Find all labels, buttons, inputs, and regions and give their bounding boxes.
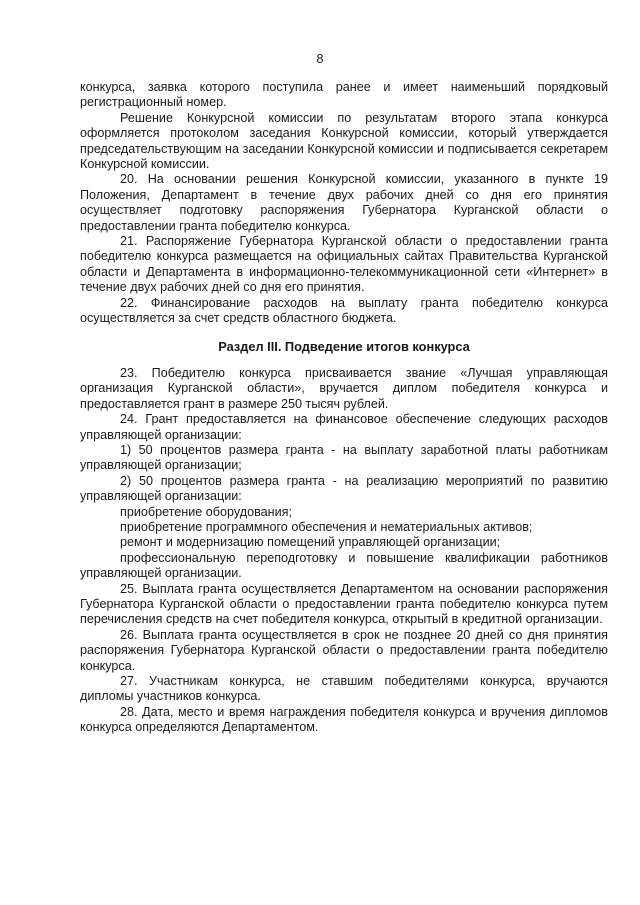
paragraph-22: 22. Финансирование расходов на выплату гранта победителю конкурса осуществляется за счет средств областного бюджета. bbox=[80, 295, 608, 326]
paragraph-26: 26. Выплата гранта осуществляется в срок не позднее 20 дней со дня принятия распоряжения Губернатора Курганской области о предоставлении гранта победителю конкурса. bbox=[80, 627, 608, 673]
paragraph-continuation: конкурса, заявка которого поступила ранее и имеет наименьший порядковый регистрационный номер. bbox=[80, 80, 608, 110]
paragraph-21: 21. Распоряжение Губернатора Курганской области о предоставлении гранта победителю конкурса размещается на официальных сайтах Правительства Курганской области и Департамента в информационно-телекоммуникационной сети «Интернет» в течение двух рабочих дней со дня его принятия. bbox=[80, 234, 608, 295]
sub-item-software: приобретение программного обеспечения и нематериальных активов; bbox=[120, 519, 533, 534]
paragraph-27: 27. Участникам конкурса, не ставшим победителями конкурса, вручаются дипломы участников конкурса. bbox=[80, 674, 608, 704]
section-heading: Раздел III. Подведение итогов конкурса bbox=[218, 338, 470, 354]
paragraph-25: 25. Выплата гранта осуществляется Департаментом на основании распоряжения Губернатора Курганской области о предоставлении гранта победителю конкурса путем перечисления средств на счет победителя конкурса, открытый в кредитной организации. bbox=[80, 581, 608, 627]
sub-item-equipment: приобретение оборудования; bbox=[120, 504, 292, 519]
paragraph-20: 20. На основании решения Конкурсной комиссии, указанного в пункте 19 Положения, Департамент в течение двух рабочих дней со дня его принятия осуществляет подготовку распоряжения Губернатора Курганской области о предоставлении гранта победителю конкурса. bbox=[80, 172, 608, 233]
paragraph-23: 23. Победителю конкурса присваивается звание «Лучшая управляющая организация Курганской области», вручается диплом победителя конкурса и предоставляется грант в размере 250 тысяч рублей. bbox=[80, 365, 608, 411]
page-number: 8 bbox=[316, 52, 324, 66]
paragraph-24: 24. Грант предоставляется на финансовое обеспечение следующих расходов управляющей организации: bbox=[80, 412, 608, 442]
paragraph-28: 28. Дата, место и время награждения победителя конкурса и вручения дипломов конкурса определяются Департаментом. bbox=[80, 704, 608, 735]
paragraph-decision: Решение Конкурсной комиссии по результатам второго этапа конкурса оформляется протоколом заседания Конкурсной комиссии, который утверждается председательствующим на заседании Конкурсной комиссии и подписывается секретарем Конкурсной комиссии. bbox=[80, 110, 608, 172]
list-item-2: 2) 50 процентов размера гранта - на реализацию мероприятий по развитию управляющей организации: bbox=[80, 473, 608, 504]
document-body bbox=[80, 80, 608, 736]
sub-item-renovation: ремонт и модернизацию помещений управляющей организации; bbox=[120, 535, 501, 550]
list-item-1: 1) 50 процентов размера гранта - на выплату заработной платы работникам управляющей организации; bbox=[80, 442, 608, 473]
sub-item-training: профессиональную переподготовку и повышение квалификации работников управляющей организации. bbox=[80, 550, 608, 581]
